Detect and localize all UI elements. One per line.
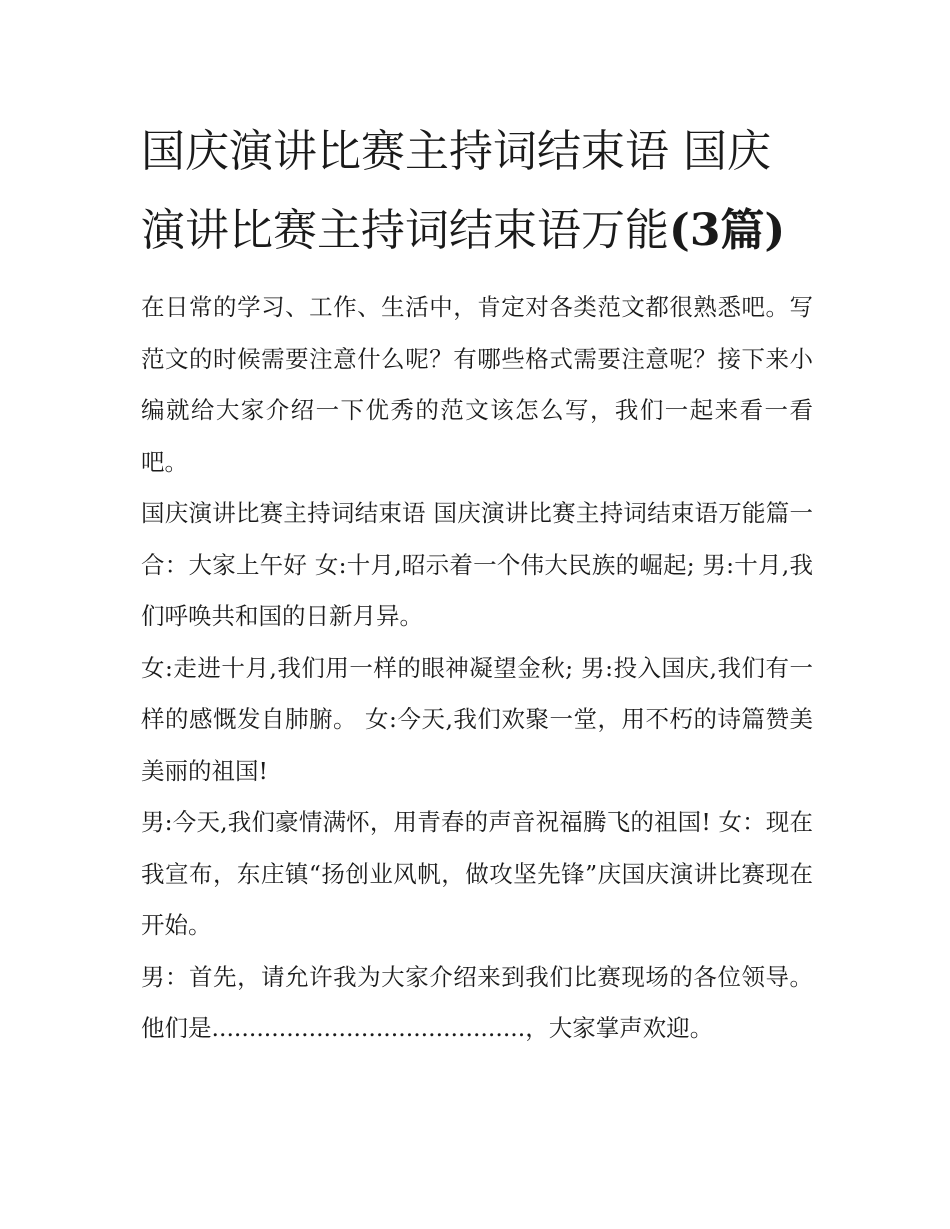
paragraph-october: 女:走进十月,我们用一样的眼神凝望金秋; 男:投入国庆,我们有一样的感慨发自肺腑。 女:今天,我们欢聚一堂，用不朽的诗篇赞美美丽的祖国!: [141, 653, 813, 785]
document-page: [141, 112, 813, 1055]
paragraph-opening: 国庆演讲比赛主持词结束语 国庆演讲比赛主持词结束语万能篇一 合：大家上午好 女:十月,昭示着一个伟大民族的崛起; 男:十月,我们呼唤共和国的日新月异。: [141, 499, 813, 630]
document-title: 国庆演讲比赛主持词结束语 国庆演讲比赛主持词结束语万能(3篇): [141, 126, 786, 256]
paragraph-announcement: 男:今天,我们豪情满怀，用青春的声音祝福腾飞的祖国! 女：现在我宣布，东庄镇“扬创业风帆，做攻坚先锋”庆国庆演讲比赛现在开始。: [141, 808, 813, 939]
title-count-suffix: (3篇): [669, 205, 786, 256]
paragraph-introduction: 男：首先，请允许我为大家介绍来到我们比赛现场的各位领导。他们是..........................................，大家掌声欢迎。: [141, 962, 813, 1042]
paragraph-intro: 在日常的学习、工作、生活中，肯定对各类范文都很熟悉吧。写范文的时候需要注意什么呢？有哪些格式需要注意呢？接下来小编就给大家介绍一下优秀的范文该怎么写，我们一起来看一看吧。: [141, 293, 813, 476]
